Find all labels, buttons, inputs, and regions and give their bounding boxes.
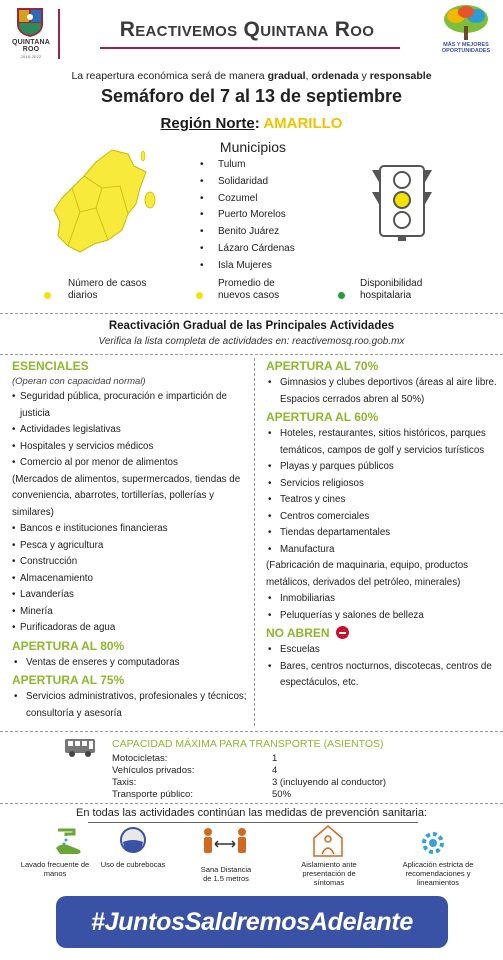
section-title: APERTURA AL 80% [12, 638, 125, 653]
divider [0, 803, 503, 804]
list-item: • Manufactura [266, 542, 498, 559]
legend-hospital: Disponibilidad hospitalaria [360, 278, 423, 301]
list-item: • Gimnasios y clubes deportivos (áreas al aire libre. Espacios cerrados abren al 50%) [266, 375, 498, 408]
mask-icon [118, 826, 148, 858]
list-item: • Almacenamiento [12, 571, 248, 588]
list-item: • Solidaridad [200, 174, 295, 191]
reactivacion-heading: Reactivación Gradual de las Principales Actividades [108, 320, 395, 332]
header-divider [58, 9, 60, 59]
hashtag-text: #JuntosSaldremosAdelante [90, 908, 414, 936]
section-title: APERTURA AL 60% [266, 410, 379, 424]
prevention-label: Aplicación estricta de recomendaciones y lineamientos [402, 860, 474, 887]
list-item: • Servicios administrativos, profesionales y técnicos; consultoría y asesoría [12, 689, 248, 722]
list-item: • Bares, centros nocturnos, discotecas, centros de espectáculos, etc. [266, 659, 498, 692]
section-title: NO ABREN [266, 624, 498, 642]
intro-text: La reapertura económica será de manera gradual, ordenada y responsable [71, 70, 432, 82]
divider [0, 313, 503, 314]
region-color-label: AMARILLO [263, 115, 343, 132]
divider [0, 354, 503, 355]
page-title: Reactivemos Quintana Roo [119, 18, 375, 41]
prevention-underline [88, 822, 418, 823]
transport-value: 1 [272, 753, 278, 764]
prevention-label: Uso de cubrebocas [100, 860, 166, 869]
list-item: • Isla Mujeres [200, 258, 295, 275]
legend-dot-green [338, 292, 345, 299]
column-divider [254, 358, 255, 726]
list-item: • Playas y parques públicos [266, 459, 498, 476]
list-item: • Tulum [200, 157, 295, 174]
state-name: QUINTANA ROO 2016-2022 [11, 39, 51, 59]
header [0, 0, 503, 66]
list-item: • Escuelas [266, 642, 498, 659]
list-item: • Puerto Morelos [200, 207, 295, 224]
list-item: • Actividades legislativas [12, 422, 248, 439]
list-item: • Peluquerías y salones de belleza [266, 608, 498, 625]
list-item: • Inmobiliarias [266, 591, 498, 608]
legend-dot-yellow [44, 292, 51, 299]
list-item: • Lázaro Cárdenas [200, 241, 295, 258]
legend-new-cases: Promedio de nuevos casos [218, 278, 280, 301]
slogan-logo-text: MÁS Y MEJORES OPORTUNIDADES [441, 42, 491, 54]
transport-label: Motocicletas: [112, 753, 168, 764]
section-title: ESENCIALES [12, 359, 89, 373]
section-title: APERTURA AL 70% [266, 359, 379, 373]
municipios-list [200, 157, 295, 275]
list-item: • Lavanderías [12, 587, 248, 604]
transport-value: 50% [272, 789, 292, 800]
prevention-heading: En todas las actividades continúan las medidas de prevención sanitaria: [76, 807, 427, 819]
isolation-icon [312, 824, 344, 858]
title-underline [100, 47, 400, 49]
transport-label: Vehículos privados: [112, 765, 195, 776]
list-note: (Mercados de alimentos, supermercados, tiendas de conveniencia, abarrotes, tortillerías, pollerías y similares) [12, 473, 241, 518]
handwash-icon [52, 826, 86, 858]
list-item: • Purificadoras de agua [12, 620, 248, 637]
list-item: • Centros comerciales [266, 509, 498, 526]
section-title: APERTURA AL 75% [12, 673, 125, 687]
bus-icon [64, 738, 96, 758]
state-shield-icon [14, 6, 46, 38]
hashtag-banner [56, 896, 448, 948]
prevention-label: Aislamiento ante presentación de síntomas [301, 860, 357, 887]
legend-daily-cases: Número de casos diarios [68, 278, 147, 301]
list-item: • Seguridad pública, procuración e impartición de justicia [12, 389, 248, 422]
reactivacion-subheading: Verifica la lista completa de actividades en: reactivemosq.roo.gob.mx [98, 336, 405, 347]
list-note: (Fabricación de maquinaria, equipo, productos metálicos, derivados del petróleo, minerales) [266, 560, 469, 588]
tree-logo-icon [440, 4, 492, 42]
no-entry-icon [336, 626, 349, 639]
traffic-light-icon [368, 162, 436, 242]
list-item: • Pesca y agricultura [12, 538, 248, 555]
guidelines-icon [418, 828, 448, 858]
municipios-heading: Municipios [219, 139, 287, 155]
list-item: • Cozumel [200, 191, 295, 208]
list-item: • Comercio al por menor de alimentos [12, 455, 248, 472]
list-item: • Tiendas departamentales [266, 525, 498, 542]
legend-dot-yellow [196, 292, 203, 299]
prevention-label: Lavado frecuente de manos [20, 860, 90, 878]
transport-value: 4 [272, 765, 278, 776]
transport-value: 3 (incluyendo al conductor) [272, 777, 387, 788]
transport-heading: CAPACIDAD MÁXIMA PARA TRANSPORTE (ASIENTOS) [112, 738, 384, 750]
left-column [12, 357, 248, 722]
semaforo-dates: Semáforo del 7 al 13 de septiembre [100, 86, 403, 106]
right-column [266, 357, 498, 692]
list-item: • Bancos e instituciones financieras [12, 521, 248, 538]
list-item: • Hospitales y servicios médicos [12, 439, 248, 456]
list-item: • Servicios religiosos [266, 476, 498, 493]
prevention-label: Sana Distancia de 1.5 metros [200, 865, 252, 883]
region-map [50, 148, 160, 258]
transport-label: Transporte público: [112, 789, 193, 800]
list-item: • Teatros y cines [266, 492, 498, 509]
list-item: • Minería [12, 604, 248, 621]
list-item: • Benito Juárez [200, 224, 295, 241]
list-item: • Construcción [12, 554, 248, 571]
region-heading: Región Norte: AMARILLO [160, 115, 343, 132]
section-note: (Operan con capacidad normal) [12, 376, 146, 387]
list-item: • Hoteles, restaurantes, sitios históricos, parques temáticos, campos de golf y servicios turísticos [266, 426, 498, 459]
transport-label: Taxis: [112, 777, 137, 788]
list-item: • Ventas de enseres y computadoras [12, 655, 248, 672]
divider [0, 731, 503, 732]
distance-icon [200, 826, 250, 860]
